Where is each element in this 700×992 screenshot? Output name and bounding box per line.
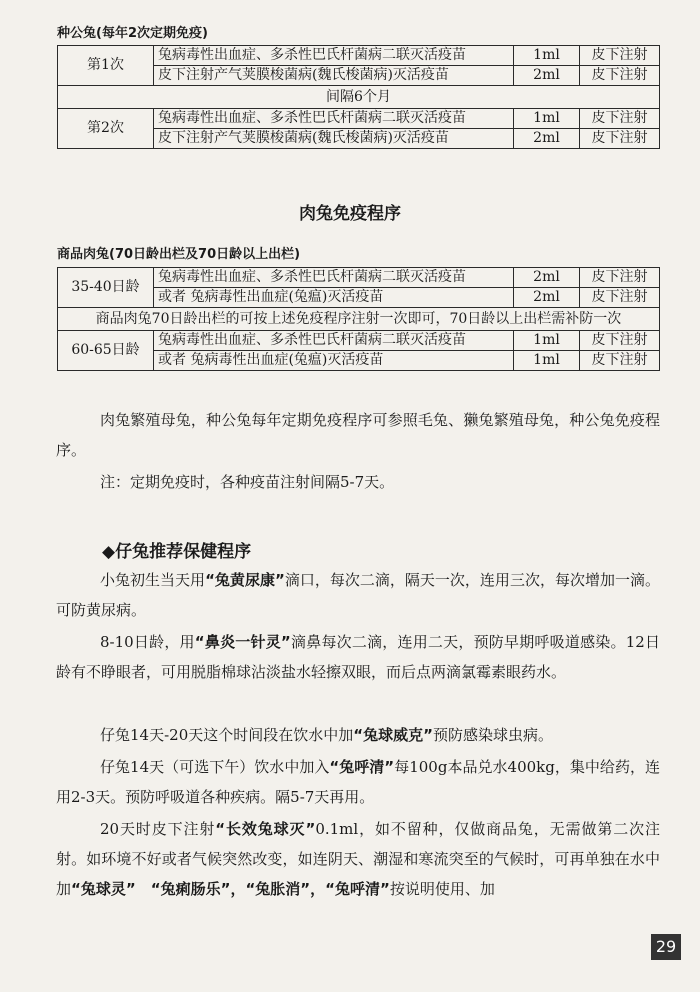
route-cell: 皮下注射 <box>580 46 660 66</box>
vaccine-cell: 或者 兔病毒性出血症(兔瘟)灭活疫苗 <box>154 288 514 308</box>
table-row <box>58 109 660 129</box>
product-name: ，“兔呼清” <box>310 880 390 898</box>
product-name: “兔痢肠乐” <box>150 880 231 898</box>
paragraph-day14-coccidiosis: 仔兔14天-20天这个时间段在饮水中加“兔球威克”预防感染球虫病。 <box>100 726 553 744</box>
vaccine-cell: 皮下注射产气荚膜梭菌病(魏氏梭菌病)灭活疫苗 <box>154 129 514 149</box>
product-name: ，“兔胀消” <box>230 880 311 898</box>
dose-cell: 1ml <box>514 331 580 351</box>
meat-section-title: 肉兔免疫程序 <box>299 204 401 224</box>
interval-note: 注：定期免疫时，各种疫苗注射间隔5-7天。 <box>100 473 395 491</box>
page-number: 29 <box>651 934 681 960</box>
group-label: 第2次 <box>58 109 154 149</box>
vaccine-cell: 兔病毒性出血症、多杀性巴氏杆菌病二联灭活疫苗 <box>154 268 514 288</box>
dose-cell: 1ml <box>514 351 580 371</box>
paragraph-day14-respiratory: 仔兔14天（可选下午）饮水中加入“兔呼清”每100g本品兑水400kg，集中给药，连用2-3天。预防呼吸道各种疾病。隔5-7天再用。 <box>56 758 660 806</box>
product-name: “兔呼清” <box>329 758 395 776</box>
route-cell: 皮下注射 <box>580 351 660 371</box>
vaccine-cell: 皮下注射产气荚膜梭菌病(魏氏梭菌病)灭活疫苗 <box>154 66 514 86</box>
dose-cell: 2ml <box>514 129 580 149</box>
route-cell: 皮下注射 <box>580 109 660 129</box>
route-cell: 皮下注射 <box>580 129 660 149</box>
note-cell: 商品肉兔70日龄出栏的可按上述免疫程序注射一次即可，70日龄以上出栏需补防一次 <box>58 308 660 331</box>
route-cell: 皮下注射 <box>580 288 660 308</box>
table-row <box>58 308 660 331</box>
dose-cell: 2ml <box>514 66 580 86</box>
product-name: “兔球威克” <box>353 726 433 744</box>
breeding-vaccine-table <box>57 45 660 149</box>
dose-cell: 1ml <box>514 109 580 129</box>
product-name: “鼻炎一针灵” <box>194 633 291 651</box>
vaccine-cell: 兔病毒性出血症、多杀性巴氏杆菌病二联灭活疫苗 <box>154 46 514 66</box>
product-name: “长效兔球灭” <box>215 820 316 838</box>
dose-cell: 2ml <box>514 268 580 288</box>
paragraph-day8: 8-10日龄，用“鼻炎一针灵”滴鼻每次二滴，连用二天，预防早期呼吸道感染。12日龄有不睁眼者，可用脱脂棉球沾淡盐水轻擦双眼，而后点两滴氯霉素眼药水。 <box>56 633 661 681</box>
route-cell: 皮下注射 <box>580 66 660 86</box>
product-name: “兔黄尿康” <box>205 571 285 589</box>
health-section-title: ◆仔兔推荐保健程序 <box>102 542 252 562</box>
route-cell: 皮下注射 <box>580 268 660 288</box>
vaccine-cell: 兔病毒性出血症、多杀性巴氏杆菌病二联灭活疫苗 <box>154 109 514 129</box>
vaccine-cell: 兔病毒性出血症、多杀性巴氏杆菌病二联灭活疫苗 <box>154 331 514 351</box>
route-cell: 皮下注射 <box>580 331 660 351</box>
group-label: 第1次 <box>58 46 154 86</box>
vaccine-cell: 或者 兔病毒性出血症(兔瘟)灭活疫苗 <box>154 351 514 371</box>
breeding-paragraph: 肉兔繁殖母兔，种公兔每年定期免疫程序可参照毛兔、獭兔繁殖母兔，种公兔免疫程序。 <box>56 411 660 459</box>
meat-vaccine-table <box>57 267 660 371</box>
group-label: 35-40日龄 <box>58 268 154 308</box>
breeding-table-heading: 种公兔(每年2次定期免疫) <box>57 26 208 41</box>
interval-cell: 间隔6个月 <box>58 86 660 109</box>
paragraph-day20: 20天时皮下注射“长效兔球灭”0.1ml，如不留种，仅做商品兔，无需做第二次注射。如环境不好或者气候突然改变，如连阴天、潮湿和寒流突至的气候时，可再单独在水中加“兔球灵” “兔痢肠乐”，“兔胀消”，“兔呼清”按说明使用、加 <box>56 820 660 898</box>
table-row <box>58 331 660 351</box>
paragraph-day1: 小兔初生当天用“兔黄尿康”滴口，每次二滴，隔天一次，连用三次，每次增加一滴。可防黄尿病。 <box>56 571 660 619</box>
group-label: 60-65日龄 <box>58 331 154 371</box>
meat-table-heading: 商品肉兔(70日龄出栏及70日龄以上出栏) <box>57 247 301 262</box>
dose-cell: 1ml <box>514 46 580 66</box>
product-name: “兔球灵” <box>71 880 136 898</box>
dose-cell: 2ml <box>514 288 580 308</box>
table-row <box>58 46 660 66</box>
table-row <box>58 86 660 109</box>
table-row <box>58 268 660 288</box>
